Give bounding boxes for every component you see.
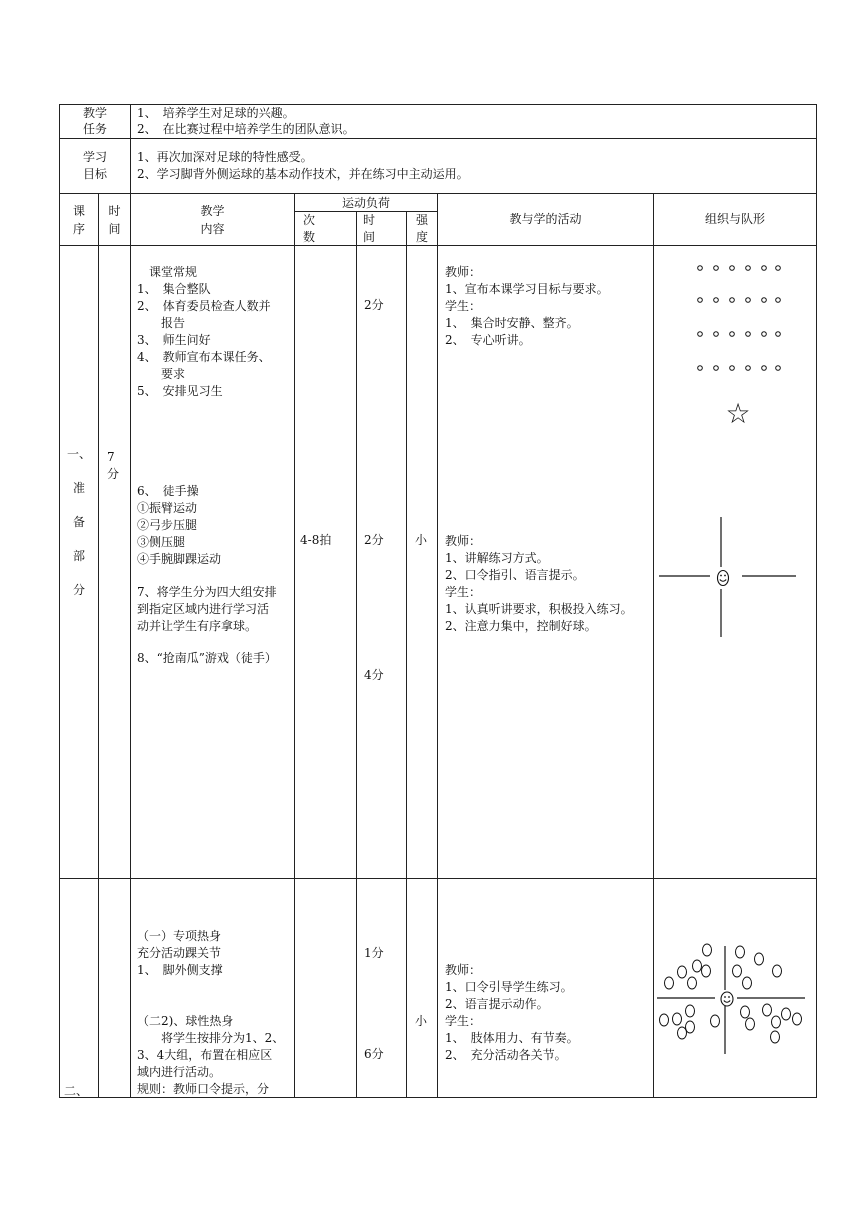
goal-items: [137, 149, 469, 183]
header-order: [60, 202, 98, 238]
section1-time-line: 7: [107, 450, 115, 464]
activity-formation-divider: [653, 193, 654, 1098]
student-icon: [772, 1016, 781, 1028]
header-load-time: [363, 212, 375, 246]
goal-label: [60, 149, 130, 183]
student-icon: [771, 1031, 780, 1043]
activity-line: 1、宣布本课学习目标与要求。: [445, 282, 609, 296]
student-dot-icon: [776, 266, 781, 271]
activity-line: 教师：: [445, 265, 482, 279]
activity-line: 2、注意力集中，控制好球。: [445, 619, 597, 633]
student-dot-icon: [698, 366, 703, 371]
content-line: 2、 体育委员检查人数并: [137, 299, 271, 313]
student-icon: [688, 977, 697, 989]
section1-time-line: 分: [107, 467, 120, 481]
section1-activity-routine: [445, 264, 609, 349]
activity-line: 1、口令引导学生练习。: [445, 980, 573, 994]
time-intensity-divider: [406, 211, 407, 1098]
header-intensity-line: 度: [415, 230, 428, 244]
student-dot-icon: [762, 266, 767, 271]
student-rows: [698, 266, 781, 371]
student-dot-icon: [730, 266, 735, 271]
header-time-line: 时: [108, 204, 121, 218]
section1-content-routine: [137, 264, 271, 400]
section2-load-time-1: 1分: [364, 946, 384, 960]
section1-order-char: 一、: [66, 447, 91, 461]
student-dot-icon: [698, 266, 703, 271]
student-dot-icon: [730, 366, 735, 371]
content-line: ①振臂运动: [137, 501, 198, 515]
student-icon: [755, 953, 764, 965]
section2-content-warmup: [137, 928, 223, 979]
section1-order-char: 分: [72, 583, 85, 597]
teacher-smiley-icon: [721, 992, 733, 1006]
section2-activity: [445, 962, 579, 1064]
section1-count: 4-8拍: [300, 533, 332, 547]
student-dot-icon: [746, 266, 751, 271]
student-icon: [686, 1021, 695, 1033]
student-icon: [686, 1005, 695, 1017]
content-line: 规则：教师口令提示，分: [137, 1082, 270, 1096]
formation-cross-diagram: [655, 512, 805, 642]
student-icon: [773, 965, 782, 977]
activity-line: 1、 集合时安静、整齐。: [445, 316, 579, 330]
student-dot-icon: [762, 298, 767, 303]
activity-line: 2、口令指引、语言提示。: [445, 568, 585, 582]
content-line: ②弓步压腿: [137, 518, 198, 532]
student-dot-icon: [776, 332, 781, 337]
content-line: 动并让学生有序拿球。: [137, 619, 258, 633]
content-line: 将学生按排分为1、2、: [137, 1031, 285, 1045]
content-line: 充分活动踝关节: [137, 946, 222, 960]
content-line: 要求: [137, 367, 186, 381]
student-icon: [678, 966, 687, 978]
student-dot-icon: [714, 332, 719, 337]
section1-content-game: [137, 650, 277, 667]
student-dot-icon: [714, 266, 719, 271]
header-count-line: 次: [303, 213, 316, 227]
section1-time: [107, 449, 119, 483]
section2-order: 二、: [64, 1084, 89, 1098]
time-content-divider: [130, 193, 131, 1098]
student-dot-icon: [762, 366, 767, 371]
content-line: 到指定区域内进行学习活: [137, 602, 270, 616]
activity-line: 教师：: [445, 534, 482, 548]
student-dot-icon: [746, 332, 751, 337]
teacher-smiley-icon: [718, 571, 729, 586]
task-item: 1、 培养学生对足球的兴趣。: [137, 106, 295, 120]
activity-line: 1、认真听讲要求，积极投入练习。: [445, 602, 633, 616]
task-label: [60, 105, 130, 137]
section2-load-time-2: 6分: [364, 1047, 384, 1061]
section1-order-char: 部: [72, 549, 85, 563]
header-count: [303, 212, 315, 246]
activity-line: 学生：: [445, 1014, 482, 1028]
goal-label-line: 目标: [82, 167, 107, 181]
section2-content-ball: [137, 1013, 284, 1098]
student-icon: [678, 1027, 687, 1039]
activity-line: 学生：: [445, 299, 482, 313]
activity-line: 1、 肢体用力、有节奏。: [445, 1031, 579, 1045]
student-dot-icon: [698, 298, 703, 303]
header-time: [99, 202, 130, 238]
section1-activity-exercise: [445, 533, 633, 635]
student-icon: [743, 977, 752, 989]
student-dot-icon: [714, 366, 719, 371]
row-divider-task: [59, 138, 817, 139]
content-line: 课堂常规: [137, 265, 198, 279]
student-dot-icon: [746, 298, 751, 303]
student-icon: [746, 1018, 755, 1030]
student-dot-icon: [730, 332, 735, 337]
section1-content-grouping: [137, 584, 277, 635]
activity-line: 2、 专心听讲。: [445, 333, 531, 347]
student-icon: [702, 965, 711, 977]
content-line: （一）专项热身: [137, 929, 222, 943]
teacher-star-icon: ☆: [725, 397, 751, 430]
student-icon: [736, 946, 745, 958]
section1-load-time-2: 2分: [364, 533, 384, 547]
student-dot-icon: [698, 332, 703, 337]
content-count-divider: [294, 193, 295, 1098]
student-dot-icon: [762, 332, 767, 337]
student-dot-icon: [730, 298, 735, 303]
section1-content-exercise: [137, 483, 221, 568]
content-line: 7、将学生分为四大组安排: [137, 585, 277, 599]
student-icon: [665, 977, 674, 989]
student-dot-icon: [714, 298, 719, 303]
goal-item: 2、学习脚背外侧运球的基本动作技术，并在练习中主动运用。: [137, 167, 469, 181]
student-icon: [763, 1004, 772, 1016]
section2-intensity: 小: [415, 1014, 428, 1028]
section1-order-char: 准: [72, 481, 85, 495]
student-dot-icon: [776, 366, 781, 371]
header-order-line: 序: [72, 222, 85, 236]
header-formation: 组织与队形: [704, 212, 765, 226]
student-dot-icon: [776, 298, 781, 303]
student-icon: [660, 1014, 669, 1026]
section1-load-time-1: 2分: [364, 298, 384, 312]
student-icon: [703, 944, 712, 956]
student-icon: [673, 1013, 682, 1025]
header-intensity-line: 强: [415, 213, 428, 227]
activity-line: 教师：: [445, 963, 482, 977]
header-count-line: 数: [303, 230, 316, 244]
student-icon: [793, 1013, 802, 1025]
task-item: 2、 在比赛过程中培养学生的团队意识。: [137, 122, 355, 136]
activity-line: 2、语言提示动作。: [445, 997, 549, 1011]
count-time-divider: [356, 211, 357, 1098]
header-load-group: 运动负荷: [341, 196, 390, 210]
header-time-line: 间: [108, 222, 121, 236]
activity-line: 2、 充分活动各关节。: [445, 1048, 567, 1062]
label-column-divider: [130, 104, 131, 193]
student-icon: [782, 1008, 791, 1020]
student-icon: [733, 965, 742, 977]
header-bottom-divider: [59, 245, 817, 246]
activity-line: 学生：: [445, 585, 482, 599]
content-line: 1、 集合整队: [137, 282, 211, 296]
content-line: 5、 安排见习生: [137, 384, 223, 398]
section1-order-char: 备: [72, 515, 85, 529]
task-label-line: 教学: [82, 106, 107, 120]
content-line: 6、 徒手操: [137, 484, 199, 498]
order-time-divider: [98, 193, 99, 1098]
task-items: [137, 105, 355, 137]
content-line: 4、 教师宣布本课任务、: [137, 350, 271, 364]
header-content: [131, 202, 294, 238]
content-line: 1、 脚外侧支撑: [137, 963, 223, 977]
content-line: ④手腕脚踝运动: [137, 552, 222, 566]
header-order-line: 课: [72, 204, 85, 218]
header-load-time-line: 时: [363, 213, 376, 227]
row-divider-goal: [59, 193, 817, 194]
header-content-line: 教学: [200, 204, 225, 218]
header-load-time-line: 间: [363, 230, 376, 244]
header-content-line: 内容: [200, 222, 225, 236]
student-icon: [741, 1006, 750, 1018]
content-line: 3、4大组，布置在相应区: [137, 1048, 273, 1062]
content-line: （二2)、球性热身: [137, 1014, 234, 1028]
section1-intensity: 小: [415, 533, 428, 547]
formation-scatter-diagram: [655, 940, 810, 1060]
section1-load-time-3: 4分: [364, 668, 384, 682]
goal-label-line: 学习: [82, 150, 107, 164]
content-line: 8、“抢南瓜”游戏（徒手）: [137, 651, 277, 665]
task-label-line: 任务: [82, 122, 107, 136]
content-line: 3、 师生问好: [137, 333, 211, 347]
student-icon: [711, 1015, 720, 1027]
formation-rows-diagram: [660, 255, 810, 435]
table-border-right: [816, 104, 817, 1098]
student-dot-icon: [746, 366, 751, 371]
intensity-activity-divider: [437, 193, 438, 1098]
content-line: 报告: [137, 316, 186, 330]
section1-order: [60, 437, 98, 607]
content-line: ③侧压腿: [137, 535, 186, 549]
header-activity: 教与学的活动: [509, 212, 582, 226]
activity-line: 1、讲解练习方式。: [445, 551, 549, 565]
goal-item: 1、再次加深对足球的特性感受。: [137, 150, 313, 164]
content-line: 域内进行活动。: [137, 1065, 222, 1079]
section-divider: [59, 878, 817, 879]
student-icon: [693, 960, 702, 972]
header-intensity: [407, 212, 437, 246]
